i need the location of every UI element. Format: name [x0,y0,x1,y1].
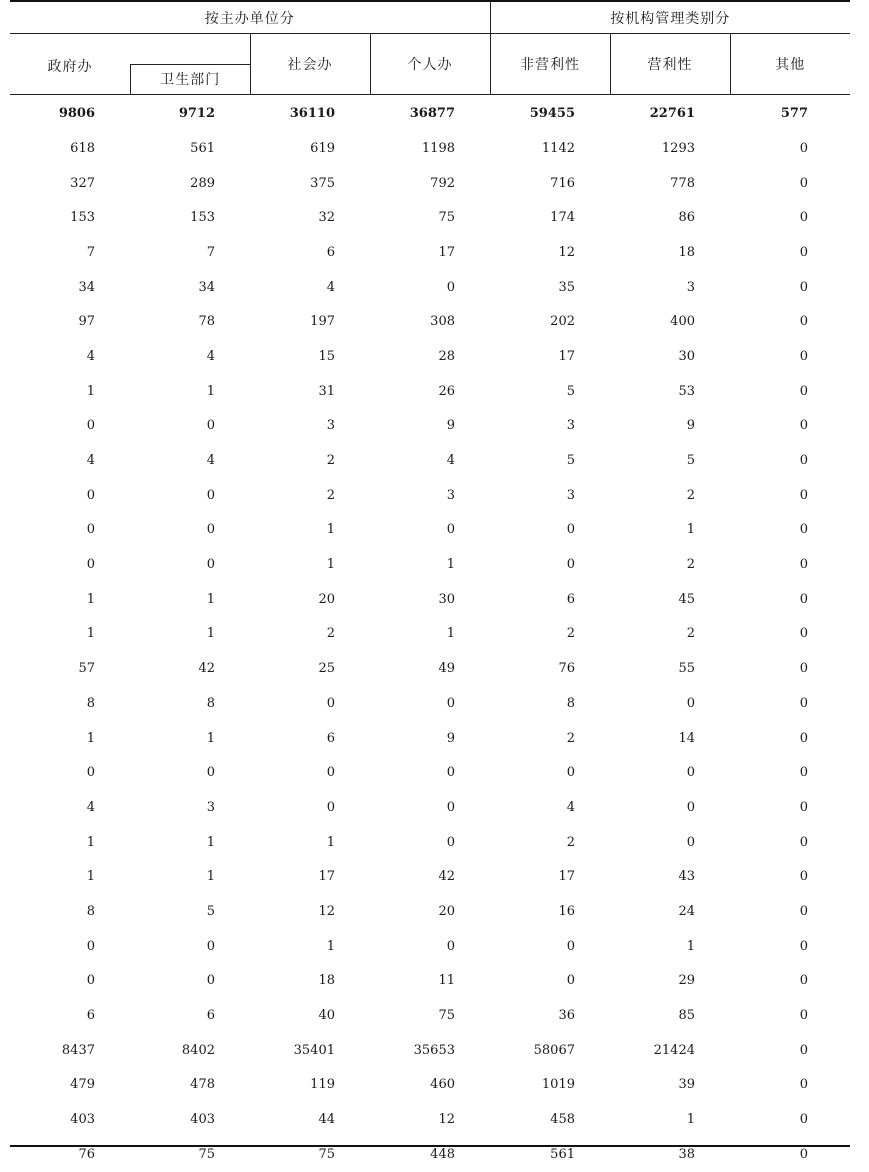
cell-gov: 7 [86,244,95,260]
cell-private: 0 [446,938,455,954]
cell-nonprofit: 0 [566,973,575,989]
cell-gov: 0 [86,487,95,503]
cell-forprofit: 53 [678,383,695,399]
cell-social: 25 [318,661,335,677]
cell-gov: 0 [86,938,95,954]
cell-gov: 1 [86,730,95,746]
cell-social: 375 [310,175,335,191]
cell-forprofit: 1 [686,1112,695,1128]
cell-private: 1 [446,557,455,573]
cell-gov: 97 [78,314,95,330]
cell-private: 9 [446,418,455,434]
cell-health-dept: 6 [206,1008,215,1024]
cell-private: 3 [446,487,455,503]
cell-nonprofit: 6 [566,591,575,607]
cell-health-dept: 1 [206,834,215,850]
table-row [10,859,850,894]
column-header-social: 社会办 [250,34,370,95]
column-header-health-dept [130,34,250,95]
cell-other: 0 [799,210,809,226]
cell-forprofit: 5 [686,453,695,469]
table-header [10,1,850,95]
cell-nonprofit: 0 [566,765,575,781]
table-row [10,1068,850,1103]
cell-nonprofit: 17 [558,869,575,885]
cell-forprofit: 86 [678,210,695,226]
header-column-row [10,34,850,95]
cell-other: 0 [799,557,809,573]
cell-forprofit: 400 [670,314,695,330]
cell-private: 12 [438,1112,455,1128]
cell-nonprofit: 17 [558,348,575,364]
statistics-table-page [10,0,850,1172]
cell-gov: 4 [86,799,95,815]
cell-health-dept: 403 [190,1112,215,1128]
cell-social: 1 [326,522,335,538]
cell-private: 17 [438,244,455,260]
cell-nonprofit: 0 [566,938,575,954]
cell-gov: 6 [86,1008,95,1024]
cell-other: 0 [799,973,809,989]
cell-social: 35401 [293,1042,335,1058]
cell-forprofit: 38 [678,1146,695,1162]
cell-health-dept: 0 [206,765,215,781]
cell-social: 20 [318,591,335,607]
table-row [10,304,850,339]
cell-other: 0 [799,730,809,746]
table-row [10,200,850,235]
cell-nonprofit: 5 [566,383,575,399]
cell-nonprofit: 458 [550,1112,575,1128]
cell-other: 0 [799,383,809,399]
cell-private: 49 [438,661,455,677]
cell-private: 36877 [409,105,455,121]
cell-health-dept: 4 [206,453,215,469]
cell-nonprofit: 58067 [533,1042,575,1058]
cell-nonprofit: 3 [566,487,575,503]
cell-social: 6 [326,244,335,260]
cell-private: 75 [438,1008,455,1024]
cell-social: 1 [326,938,335,954]
cell-forprofit: 30 [678,348,695,364]
cell-other: 0 [799,938,809,954]
cell-gov: 153 [70,210,95,226]
table-row [10,1102,850,1137]
cell-gov: 1 [86,834,95,850]
cell-gov: 0 [86,418,95,434]
cell-other: 0 [799,175,809,191]
table-row [10,235,850,270]
cell-other: 0 [799,661,809,677]
table-row [10,651,850,686]
cell-private: 0 [446,695,455,711]
table-row [10,443,850,478]
header-group-row [10,1,850,34]
table-row [10,1033,850,1068]
cell-nonprofit: 1142 [541,140,575,156]
column-header-nonprofit: 非营利性 [490,34,610,95]
cell-private: 0 [446,522,455,538]
cell-gov: 4 [86,348,95,364]
cell-other: 0 [799,348,809,364]
column-header-private: 个人办 [370,34,490,95]
cell-forprofit: 778 [670,175,695,191]
cell-forprofit: 9 [686,418,695,434]
table-row [10,755,850,790]
cell-gov: 0 [86,557,95,573]
cell-nonprofit: 561 [550,1146,575,1162]
cell-forprofit: 24 [678,903,695,919]
cell-private: 0 [446,765,455,781]
cell-health-dept: 78 [198,314,215,330]
cell-social: 31 [318,383,335,399]
cell-forprofit: 22761 [649,105,695,121]
cell-other: 0 [799,1146,809,1162]
cell-nonprofit: 35 [558,279,575,295]
cell-private: 26 [438,383,455,399]
cell-health-dept: 0 [206,418,215,434]
cell-social: 17 [318,869,335,885]
cell-health-dept: 561 [190,140,215,156]
cell-health-dept: 1 [206,626,215,642]
cell-private: 1198 [421,140,455,156]
cell-private: 20 [438,903,455,919]
cell-gov: 0 [86,765,95,781]
cell-forprofit: 0 [686,799,695,815]
statistics-table [10,0,850,1172]
cell-private: 9 [446,730,455,746]
cell-gov: 1 [86,626,95,642]
cell-nonprofit: 202 [550,314,575,330]
cell-health-dept: 1 [206,730,215,746]
cell-social: 75 [318,1146,335,1162]
cell-health-dept: 0 [206,973,215,989]
cell-nonprofit: 12 [558,244,575,260]
table-body [10,95,850,1172]
cell-gov: 1 [86,591,95,607]
cell-other: 0 [799,1042,809,1058]
cell-forprofit: 21424 [653,1042,695,1058]
cell-private: 28 [438,348,455,364]
cell-social: 3 [326,418,335,434]
cell-gov: 57 [78,661,95,677]
cell-other: 0 [799,869,809,885]
cell-health-dept: 1 [206,869,215,885]
cell-nonprofit: 2 [566,626,575,642]
cell-gov: 618 [70,140,95,156]
cell-gov: 0 [86,522,95,538]
cell-social: 619 [310,140,335,156]
cell-gov: 327 [70,175,95,191]
cell-forprofit: 2 [686,557,695,573]
cell-nonprofit: 2 [566,834,575,850]
cell-other: 0 [799,487,809,503]
table-row [10,964,850,999]
cell-health-dept: 42 [198,661,215,677]
cell-forprofit: 43 [678,869,695,885]
cell-health-dept: 75 [198,1146,215,1162]
cell-other: 0 [799,591,809,607]
cell-forprofit: 0 [686,834,695,850]
cell-private: 308 [430,314,455,330]
table-row [10,513,850,548]
cell-social: 2 [326,626,335,642]
cell-forprofit: 18 [678,244,695,260]
cell-forprofit: 55 [678,661,695,677]
cell-health-dept: 1 [206,383,215,399]
column-header-forprofit: 营利性 [610,34,730,95]
cell-forprofit: 29 [678,973,695,989]
table-row [10,721,850,756]
cell-social: 15 [318,348,335,364]
group-header-by-sponsor: 按主办单位分 [10,1,490,34]
cell-health-dept: 289 [190,175,215,191]
table-row [10,686,850,721]
cell-nonprofit: 16 [558,903,575,919]
cell-gov: 76 [78,1146,95,1162]
cell-other: 0 [799,1077,809,1093]
column-label-gov: 政府办 [47,59,93,75]
cell-other: 0 [799,1008,809,1024]
cell-other: 577 [780,105,809,121]
table-row [10,825,850,860]
cell-forprofit: 14 [678,730,695,746]
cell-nonprofit: 5 [566,453,575,469]
cell-health-dept: 0 [206,522,215,538]
cell-nonprofit: 0 [566,522,575,538]
cell-gov: 4 [86,453,95,469]
cell-gov: 0 [86,973,95,989]
table-row [10,478,850,513]
table-row [10,339,850,374]
cell-social: 1 [326,557,335,573]
cell-forprofit: 85 [678,1008,695,1024]
cell-forprofit: 0 [686,765,695,781]
cell-other: 0 [799,834,809,850]
cell-other: 0 [799,1112,809,1128]
cell-health-dept: 8 [206,695,215,711]
cell-social: 0 [326,765,335,781]
cell-nonprofit: 76 [558,661,575,677]
cell-forprofit: 45 [678,591,695,607]
cell-social: 32 [318,210,335,226]
cell-health-dept: 4 [206,348,215,364]
table-row [10,1137,850,1172]
table-row [10,270,850,305]
cell-social: 0 [326,799,335,815]
table-row [10,617,850,652]
cell-other: 0 [799,695,809,711]
cell-health-dept: 0 [206,938,215,954]
cell-forprofit: 1 [686,522,695,538]
bottom-rule [10,1145,850,1147]
cell-private: 1 [446,626,455,642]
cell-gov: 403 [70,1112,95,1128]
cell-private: 35653 [413,1042,455,1058]
table-row [10,547,850,582]
cell-forprofit: 39 [678,1077,695,1093]
cell-private: 75 [438,210,455,226]
cell-other: 0 [799,244,809,260]
cell-nonprofit: 2 [566,730,575,746]
cell-nonprofit: 36 [558,1008,575,1024]
cell-other: 0 [799,765,809,781]
cell-health-dept: 153 [190,210,215,226]
cell-social: 44 [318,1112,335,1128]
cell-forprofit: 0 [686,695,695,711]
column-header-other: 其他 [730,34,850,95]
cell-private: 0 [446,279,455,295]
cell-social: 12 [318,903,335,919]
cell-social: 40 [318,1008,335,1024]
cell-social: 4 [326,279,335,295]
cell-private: 42 [438,869,455,885]
cell-private: 4 [446,453,455,469]
cell-forprofit: 1 [686,938,695,954]
cell-other: 0 [799,140,809,156]
cell-gov: 8 [86,695,95,711]
cell-private: 448 [430,1146,455,1162]
cell-health-dept: 1 [206,591,215,607]
cell-nonprofit: 174 [550,210,575,226]
cell-private: 0 [446,834,455,850]
cell-health-dept: 34 [198,279,215,295]
column-header-gov [10,34,130,95]
cell-private: 30 [438,591,455,607]
cell-private: 11 [438,973,455,989]
group-header-by-management: 按机构管理类别分 [490,1,850,34]
cell-nonprofit: 59455 [529,105,575,121]
cell-social: 0 [326,695,335,711]
cell-nonprofit: 1019 [541,1077,575,1093]
cell-forprofit: 2 [686,626,695,642]
cell-health-dept: 0 [206,557,215,573]
cell-gov: 8 [86,903,95,919]
cell-health-dept: 9712 [178,105,215,121]
cell-nonprofit: 3 [566,418,575,434]
cell-private: 0 [446,799,455,815]
table-row [10,409,850,444]
cell-social: 18 [318,973,335,989]
cell-health-dept: 5 [206,903,215,919]
table-row [10,166,850,201]
cell-nonprofit: 0 [566,557,575,573]
table-row [10,95,850,132]
cell-health-dept: 478 [190,1077,215,1093]
cell-social: 6 [326,730,335,746]
table-row [10,894,850,929]
table-row [10,790,850,825]
cell-social: 1 [326,834,335,850]
table-row [10,929,850,964]
cell-health-dept: 0 [206,487,215,503]
cell-nonprofit: 8 [566,695,575,711]
cell-gov: 1 [86,383,95,399]
cell-other: 0 [799,418,809,434]
cell-social: 2 [326,487,335,503]
cell-social: 197 [310,314,335,330]
cell-private: 460 [430,1077,455,1093]
cell-other: 0 [799,903,809,919]
cell-social: 2 [326,453,335,469]
cell-health-dept: 7 [206,244,215,260]
cell-other: 0 [799,453,809,469]
cell-forprofit: 3 [686,279,695,295]
cell-gov: 479 [70,1077,95,1093]
table-row [10,998,850,1033]
cell-other: 0 [799,279,809,295]
cell-health-dept: 8402 [181,1042,215,1058]
cell-other: 0 [799,626,809,642]
cell-forprofit: 2 [686,487,695,503]
cell-private: 792 [430,175,455,191]
cell-nonprofit: 4 [566,799,575,815]
cell-forprofit: 1293 [661,140,695,156]
cell-nonprofit: 716 [550,175,575,191]
cell-gov: 1 [86,869,95,885]
cell-health-dept: 3 [206,799,215,815]
table-row [10,374,850,409]
cell-social: 119 [310,1077,335,1093]
table-row [10,582,850,617]
cell-social: 36110 [289,105,335,121]
table-row [10,131,850,166]
cell-gov: 8437 [61,1042,95,1058]
column-label-health-dept: 卫生部门 [130,64,250,95]
cell-other: 0 [799,799,809,815]
cell-gov: 34 [78,279,95,295]
cell-other: 0 [799,522,809,538]
cell-other: 0 [799,314,809,330]
cell-gov: 9806 [58,105,95,121]
